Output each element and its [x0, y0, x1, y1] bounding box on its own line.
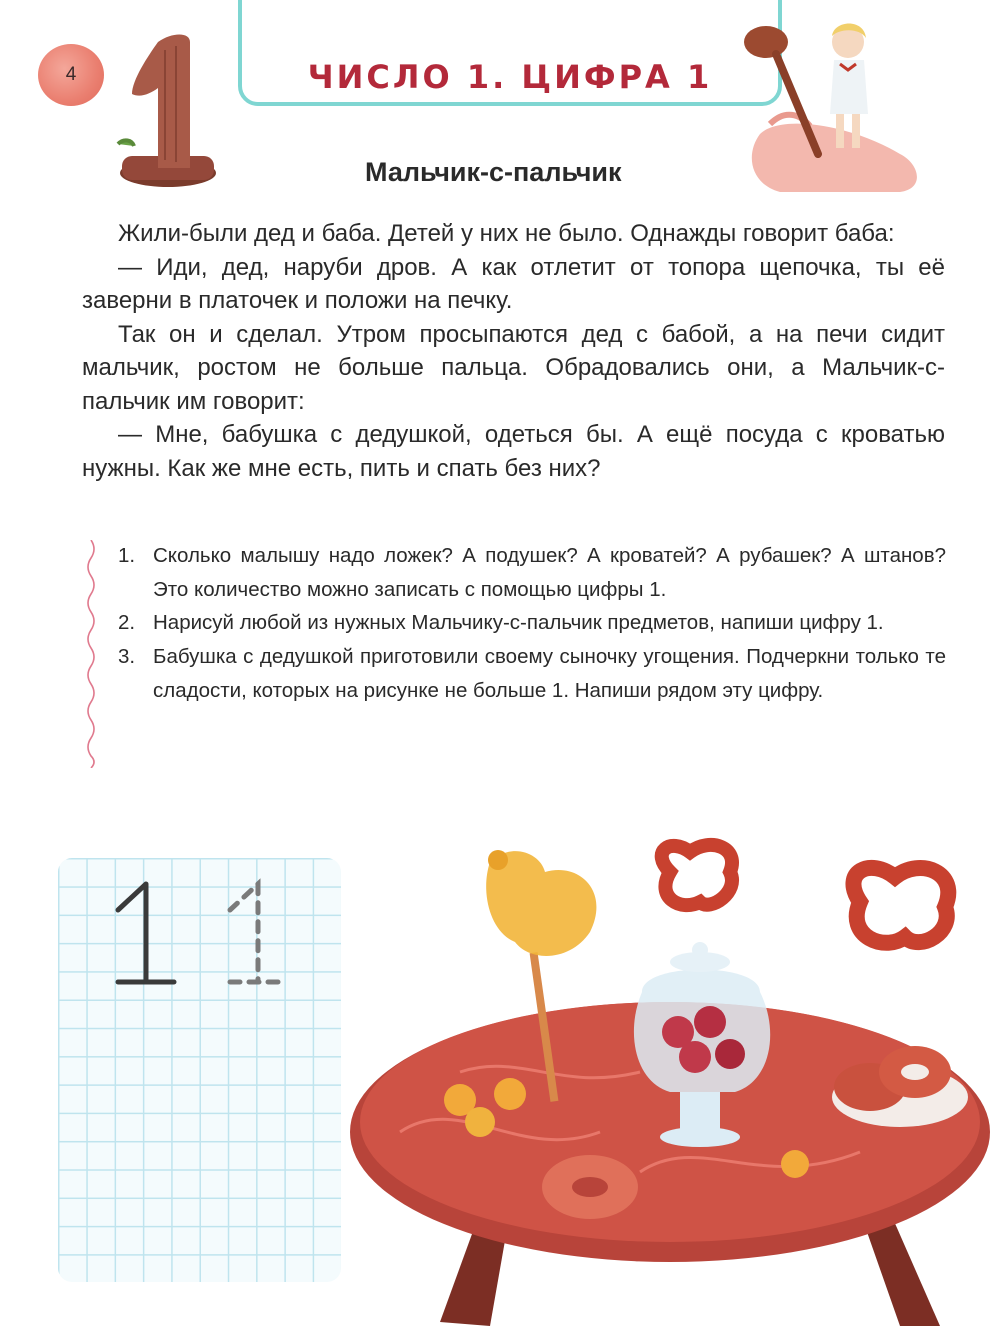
task-item [118, 606, 946, 640]
task-number: 1. [118, 544, 136, 567]
story-paragraph: — Иди, дед, наруби дров. А как отлетит от топора щепочка, ты её заверни в платочек и положи на печку. [82, 253, 945, 314]
page-number-badge [38, 44, 104, 106]
task-number: 2. [118, 611, 136, 635]
sweets-table-illustration-icon [340, 832, 1000, 1326]
thumb-boy-illustration-icon [740, 14, 930, 194]
story-paragraph: — Мне, бабушка с дедушкой, одеться бы. А ещё посуда с кроватью нужны. Как же мне есть, пить и спать без них? [82, 421, 945, 482]
wooden-digit-one-icon [110, 28, 220, 193]
story-text [82, 217, 945, 485]
story-paragraph: Так он и сделал. Утром просыпаются дед с бабой, а на печи сидит мальчик, ростом не больше пальца. Обрадовались они, а Мальчик-с-пальчик им говорит: [82, 320, 945, 415]
task-text: Сколько малышу надо ложек? А подушек? А кроватей? А рубашек? А штанов? Это количество можно записать с помощью цифры 1. [153, 544, 946, 601]
task-number: 3. [118, 645, 136, 669]
wavy-divider-icon [84, 540, 98, 768]
chapter-title: ЧИСЛО 1. ЦИФРА 1 [307, 58, 713, 96]
task-item [118, 640, 946, 707]
story-paragraph: Жили-были дед и баба. Детей у них не было. Однажды говорит баба: [118, 220, 895, 247]
digit-one-tracing-icon [100, 870, 300, 1000]
task-text: Бабушка с дедушкой приготовили своему сыночку угощения. Подчеркни только те сладости, которых на рисунке не больше 1. Напиши рядом эту цифру. [153, 645, 946, 702]
task-text: Нарисуй любой из нужных Мальчику-с-пальчик предметов, напиши цифру 1. [153, 611, 884, 635]
page-number: 4 [65, 64, 77, 85]
task-item [118, 539, 946, 606]
task-list [118, 539, 946, 708]
story-title: Мальчик-с-пальчик [365, 157, 622, 187]
